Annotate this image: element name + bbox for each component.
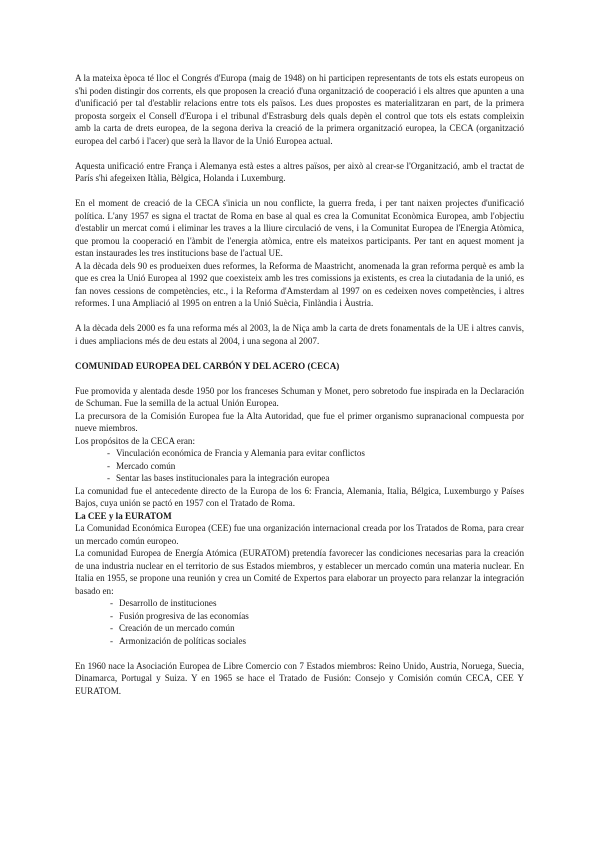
spacer	[75, 647, 524, 660]
list-item: - Sentar las bases institucionales para la integración europea	[107, 472, 524, 485]
spacer	[75, 185, 524, 198]
list-item: - Armonización de políticas sociales	[110, 635, 524, 648]
list-integracion	[75, 597, 524, 647]
paragraph-aelc: En 1960 nace la Asociación Europea de Libre Comercio con 7 Estados miembros: Reino Unido, Austria, Noruega, Suecia, Dinamarca, Portugal y Suiza. Y en 1965 se hace el Tratado de Fusión: Consejo y Comisión común CECA, CEE Y EURATOM.	[75, 660, 524, 696]
spacer	[75, 310, 524, 323]
paragraph-europa-de-los-6: La comunidad fue el antecedente directo de la Europa de los 6: Francia, Alemania, Italia, Bélgica, Luxemburgo y Países Bajos, cuya unión se pactó en 1957 con el Tratado de Roma.	[75, 485, 524, 508]
list-item: - Vinculación económica de Francia y Alemania para evitar conflictos	[107, 447, 524, 460]
spacer	[75, 347, 524, 360]
list-item: - Mercado común	[107, 460, 524, 473]
list-item: - Fusión progresiva de las economías	[110, 610, 524, 623]
list-propositos	[75, 447, 524, 485]
section-heading-ceca: COMUNIDAD EUROPEA DEL CARBÓN Y DEL ACERO (CECA)	[75, 360, 340, 371]
paragraph-cee: La Comunidad Económica Europea (CEE) fue una organización internacional creada por los Tratados de Roma, para crear un mercado común europeo.	[75, 523, 524, 546]
paragraph-alta-autoridad: La precursora de la Comisión Europea fue la Alta Autoridad, que fue el primer organismo supranacional compuesta por nueve miembros.	[75, 410, 524, 433]
spacer	[75, 147, 524, 160]
list-item: - Creación de un mercado común	[110, 622, 524, 635]
paragraph-euratom: La comunidad Europea de Energía Atómica (EURATOM) pretendía favorecer las condiciones necesarias para la creación de una industria nuclear en el territorio de sus Estados miembros, y establecer un mercado común una materia nuclear. En Italia en 1955, se propone una reunión y crea un Comité de Expertos para elaborar un proyecto para relanzar la integración basado en:	[75, 548, 524, 596]
paragraph-decada-90: A la dècada dels 90 es produeixen dues reformes, la Reforma de Maastricht, anomenada la gran reforma perquè es amb la que es crea la Unió Europea al 1992 que coexisteix amb les tres comissions ja existents, es crea la ciutadania de la unió, es fan noves cessions de competències, etc., i la Reforma d'Amsterdam al 1997 on es cedeixen noves competències, i altres reformes. I una Ampliació al 1995 on entren a la Unió Suècia, Finlàndia i Àustria.	[75, 260, 524, 308]
paragraph-congres-europa: A la mateixa època té lloc el Congrés d'Europa (maig de 1948) on hi participen representants de tots els estats europeus on s'hi poden distingir dos corrents, els que proposen la creació d'una organització de cooperació i els altres que apunten a una d'unificació per tal d'establir relacions entre tots els països. Les dues propostes es materialitzaran en part, de la primera proposta sorgeix el Consell d'Europa i el tribunal d'Estrasburg dels quals depèn el control que tots els estats compleixin amb la carta de drets europea, de la segona deriva la creació de la primera organització europea, la CECA (organització europea del carbó i l'acer) que serà la llavor de la Unió Europea actual.	[75, 73, 524, 146]
paragraph-unificacio: Aquesta unificació entre França i Alemanya està estes a altres països, per això al crear-se l'Organització, amb el tractat de París s'hi afegeixen Itàlia, Bèlgica, Holanda i Luxemburg.	[75, 160, 524, 183]
list-item: - Desarrollo de instituciones	[110, 597, 524, 610]
spacer	[75, 372, 524, 385]
subheading-cee-euratom: La CEE y la EURATOM	[75, 510, 172, 521]
paragraph-propositos: Los propósitos de la CECA eran:	[75, 435, 195, 446]
paragraph-guerra-freda: En el moment de creació de la CECA s'inicia un nou conflicte, la guerra freda, i per tant naixen projectes d'unificació política. L'any 1957 es signa el tractat de Roma en base al qual es crea la Comunitat Econòmica Europea, amb l'objectiu d'establir un mercat comú i eliminar les traves a la lliure circulació de vens, i la Comunitat Europea de l'Energia Atòmica, que promou la cooperació en l'àmbit de l'energia atòmica, entre els mateixos participants. Per tant en aquest moment ja estan instaurades les tres institucions base de l'actual UE.	[75, 198, 524, 258]
paragraph-decada-2000: A la dècada dels 2000 es fa una reforma més al 2003, la de Niça amb la carta de drets fonamentals de la UE i altres canvis, i dues ampliacions més de deu estats al 2004, i una segona al 2007.	[75, 323, 524, 346]
paragraph-schuman-monet: Fue promovida y alentada desde 1950 por los franceses Schuman y Monet, pero sobretodo fue inspirada en la Declaración de Schuman. Fue la semilla de la actual Unión Europea.	[75, 385, 524, 408]
